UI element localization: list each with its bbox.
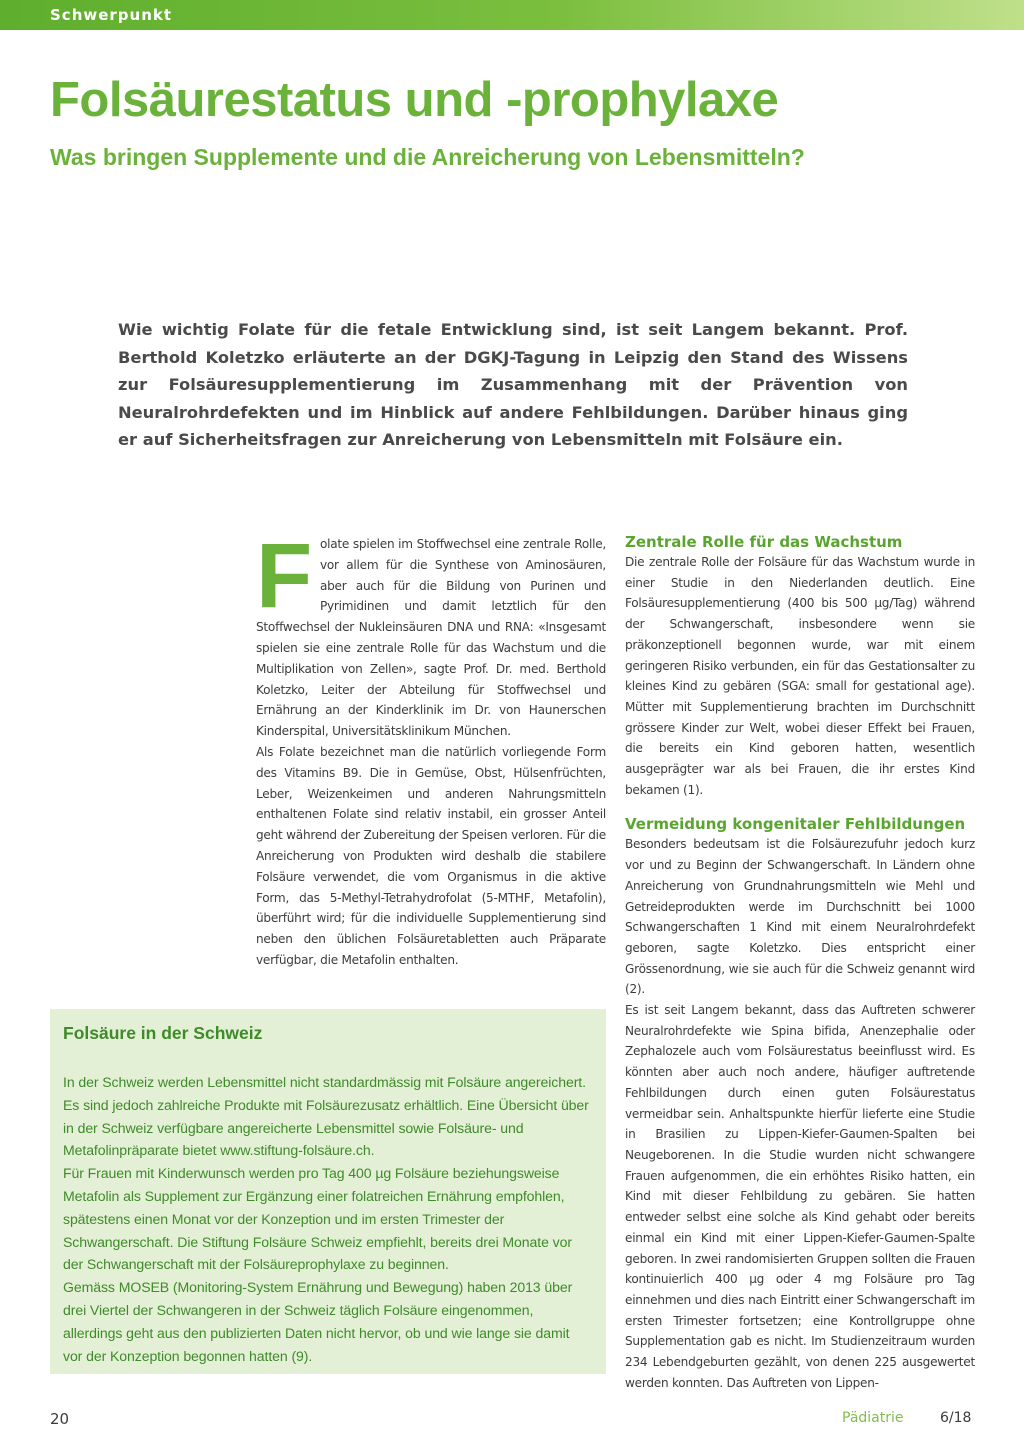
folate-paragraph: Als Folate bezeichnet man die natürlich vorliegende Form des Vitamins B9. Die in Gemüse, Obst, Hülsenfrüchten, Leber, Weizenkeimen und anderen Nahrungsmitteln enthaltenen Folate sind relativ instabil, ein grosser Anteil geht während der Zubereitung der Speisen verloren. Für die Anreicherung von Produkten wird deshalb die stabilere Folsäure verwendet, die vom Organismus in die aktive Form, das 5-Methyl-Tetrahydrofolat (5-MTHF, Metafolin), überführt wird; für die individuelle Supplementierung sind neben den üblichen Folsäuretabletten auch Präparate verfügbar, die Metafolin enthalten. — [256, 744, 606, 967]
section-label: Schwerpunkt — [50, 6, 173, 24]
info-box-title: Folsäure in der Schweiz — [63, 1023, 263, 1043]
section-header-bar — [0, 0, 1024, 30]
article-subtitle: Was bringen Supplemente und die Anreicherung von Lebensmitteln? — [50, 144, 805, 170]
info-box-paragraph-3: Gemäss MOSEB (Monitoring-System Ernährung und Bewegung) haben 2013 über drei Viertel der Schwangeren in der Schweiz täglich Folsäure eingenommen, allerdings geht aus den publizierten Daten nicht hervor, ob und wie lange sie damit vor der Konzeption begonnen hatten (9). — [63, 1279, 573, 1364]
issue-number: 6/18 — [940, 1410, 972, 1426]
info-box-paragraph-2: Für Frauen mit Kinderwunsch werden pro Tag 400 µg Folsäure beziehungsweise Metafolin als Supplement zur Ergänzung einer folatreichen Ernährung empfohlen, spätestens einen Monat vor der Konzeption und im ersten Trimester der Schwangerschaft. Die Stiftung Folsäure Schweiz empfiehlt, bereits drei Monate vor der Schwangerschaft mit der Folsäureprophylaxe zu beginnen. — [63, 1165, 572, 1273]
heading-growth: Zentrale Rolle für das Wachstum — [625, 533, 903, 551]
growth-paragraph: Die zentrale Rolle der Folsäure für das Wachstum wurde in einer Studie in den Niederlanden deutlich. Eine Folsäuresupplementierung (400 bis 500 µg/Tag) während der Schwangerschaft, insbesondere wenn sie präkonzeptionell begonnen wurde, war mit einem geringeren Risiko verbunden, ein für das Gestationsalter zu kleines Kind zu gebären (SGA: small for gestational age). Mütter mit Supplementierung brachten im Durchschnitt grössere Kinder zur Welt, wobei dieser Effekt bei Frauen, die bereits ein Kind geboren hatten, wesentlich ausgeprägter war als bei Frauen, die ihr erstes Kind bekamen (1). — [625, 555, 975, 797]
journal-name: Pädiatrie — [842, 1410, 904, 1426]
malformations-paragraph-1: Besonders bedeutsam ist die Folsäurezufuhr jedoch kurz vor und zu Beginn der Schwangerschaft. In Ländern ohne Anreicherung von Grundnahrungsmitteln wie Mehl und Getreideprodukten werde im Durchschnitt bei 1000 Schwangerschaften 1 Kind mit einem Neuralrohrdefekt geboren, sagte Koletzko. Dies entspricht einer Grössenordnung, wie sie auch für die Schweiz genannt wird (2). — [625, 837, 975, 997]
info-box-paragraph-1: In der Schweiz werden Lebensmittel nicht standardmässig mit Folsäure angereichert. Es sind jedoch zahlreiche Produkte mit Folsäurezusatz erhältlich. Eine Übersicht über in der Schweiz verfügbare angereicherte Lebensmittel sowie Folsäure- und Metafolinpräparate bietet www.stiftung-folsäure.ch. — [63, 1074, 589, 1159]
dropcap-letter: F — [256, 525, 312, 627]
text-column-right — [625, 532, 975, 1393]
section-spacer — [625, 800, 975, 814]
text-column-left — [256, 525, 606, 971]
article-lead: Wie wichtig Folate für die fetale Entwicklung sind, ist seit Langem bekannt. Prof. Berthold Koletzko erläuterte an der DGKJ-Tagung in Leipzig den Stand des Wissens zur Folsäuresupplementierung im Zusammenhang mit der Prävention von Neuralrohrdefekten und im Hinblick auf andere Fehlbildungen. Darüber hinaus ging er auf Sicherheitsfragen zur Anreicherung von Lebensmitteln mit Folsäure ein. — [118, 320, 908, 449]
page-number: 20 — [50, 1410, 70, 1428]
intro-paragraph-text: olate spielen im Stoffwechsel eine zentrale Rolle, vor allem für die Synthese von Aminosäuren, aber auch für die Bildung von Purinen und Pyrimidinen und damit letztlich für den Stoffwechsel der Nukleinsäuren DNA und RNA: «Insgesamt spielen sie eine zentrale Rolle für das Wachstum und die Multiplikation von Zellen», sagte Prof. Dr. med. Berthold Koletzko, Leiter der Abteilung für Stoffwechsel und Ernährung an der Kinderklinik im Dr. von Haunerschen Kinderspital, Universitätsklinikum München. — [256, 537, 606, 739]
article-title: Folsäurestatus und -prophylaxe — [50, 73, 779, 127]
intro-paragraph — [256, 525, 606, 742]
heading-malformations: Vermeidung kongenitaler Fehlbildungen — [625, 815, 966, 834]
info-box-switzerland — [50, 1009, 606, 1374]
malformations-paragraph-2: Es ist seit Langem bekannt, dass das Auftreten schwerer Neuralrohrdefekte wie Spina bifida, Anenzephalie oder Zephalozele auch vom Folsäurestatus beeinflusst wird. Es könnten aber auch noch andere, häufiger auftretende Fehlbildungen durch einen guten Folsäurestatus vermeidbar sein. Anhaltspunkte hierfür lieferte eine Studie in Brasilien zu Lippen-Kiefer-Gaumen-Spalten bei Neugeborenen. In die Studie wurden nicht schwangere Frauen aufgenommen, die ein erhöhtes Risiko hatten, ein Kind mit dieser Fehlbildung zu gebären. Sie hatten entweder selbst eine solche als Kind gehabt oder bereits einmal ein Kind mit einer Lippen-Kiefer-Gaumen-Spalte geboren. In zwei randomisierten Gruppen sollten die Frauen kontinuierlich 400 µg oder 4 mg Folsäure pro Tag einnehmen und dies nach Eintritt einer Schwangerschaft im ersten Trimester fortsetzen; eine Kontrollgruppe ohne Supplementation gab es nicht. Im Studienzeitraum wurden 234 Lebendgeburten gezählt, von denen 225 ausgewertet werden konnten. Das Auftreten von Lippen- — [625, 1003, 975, 1390]
